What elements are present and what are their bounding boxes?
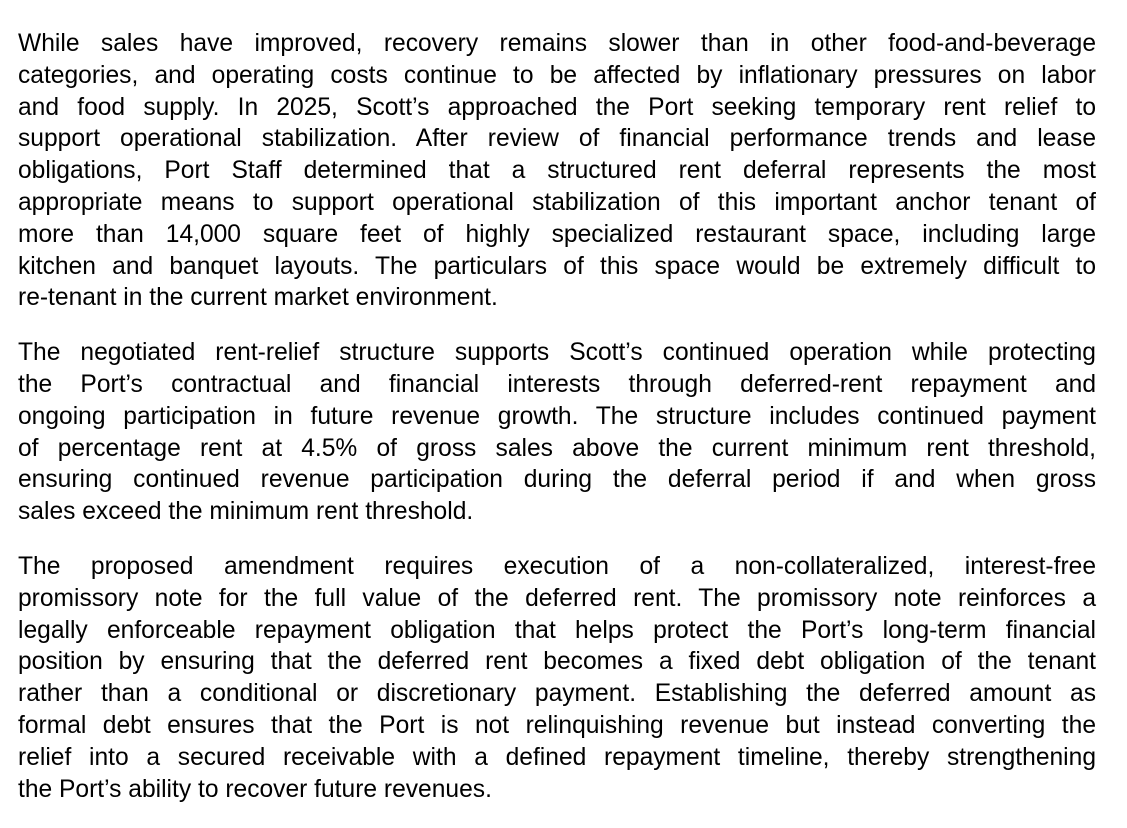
text-line: and food supply. In 2025, Scott’s approached the Port seeking temporary rent relief to — [18, 93, 1096, 121]
text-line: While sales have improved, recovery remains slower than in other food-and-beverage — [18, 30, 1096, 57]
text-line: more than 14,000 square feet of highly specialized restaurant space, including large — [18, 220, 1096, 248]
text-line: The negotiated rent-relief structure supports Scott’s continued operation while protecting — [18, 339, 1096, 367]
text-line: appropriate means to support operational stabilization of this important anchor tenant of — [18, 188, 1096, 216]
text-line: rather than a conditional or discretionary payment. Establishing the deferred amount as — [18, 680, 1096, 708]
text-line: relief into a secured receivable with a defined repayment timeline, thereby strengthening — [18, 743, 1096, 771]
text-line: sales exceed the minimum rent threshold. — [18, 498, 474, 526]
text-line: the Port’s ability to recover future revenues. — [18, 775, 492, 803]
text-line: support operational stabilization. After review of financial performance trends and lease — [18, 125, 1096, 153]
text-line: legally enforceable repayment obligation that helps protect the Port’s long-term financial — [18, 616, 1096, 644]
paragraph-1 — [18, 28, 1096, 314]
text-line: kitchen and banquet layouts. The particulars of this space would be extremely difficult to — [18, 252, 1096, 280]
text-line: the Port’s contractual and financial interests through deferred-rent repayment and — [18, 370, 1096, 398]
paragraph-2 — [18, 337, 1096, 528]
text-line: re-tenant in the current market environment. — [18, 284, 498, 312]
text-line: The proposed amendment requires execution of a non-collateralized, interest-free — [18, 552, 1096, 580]
text-line: promissory note for the full value of the deferred rent. The promissory note reinforces a — [18, 584, 1096, 612]
text-line: position by ensuring that the deferred rent becomes a fixed debt obligation of the tenant — [18, 648, 1096, 676]
document-page — [18, 28, 1096, 828]
paragraph-3 — [18, 551, 1096, 805]
text-line: ensuring continued revenue participation during the deferral period if and when gross — [18, 466, 1096, 494]
text-line: ongoing participation in future revenue growth. The structure includes continued payment — [18, 402, 1096, 430]
text-line: of percentage rent at 4.5% of gross sales above the current minimum rent threshold, — [18, 434, 1096, 462]
text-line: formal debt ensures that the Port is not relinquishing revenue but instead converting the — [18, 711, 1096, 739]
text-line: categories, and operating costs continue to be affected by inflationary pressures on labor — [18, 61, 1096, 89]
text-line: obligations, Port Staff determined that a structured rent deferral represents the most — [18, 157, 1096, 185]
